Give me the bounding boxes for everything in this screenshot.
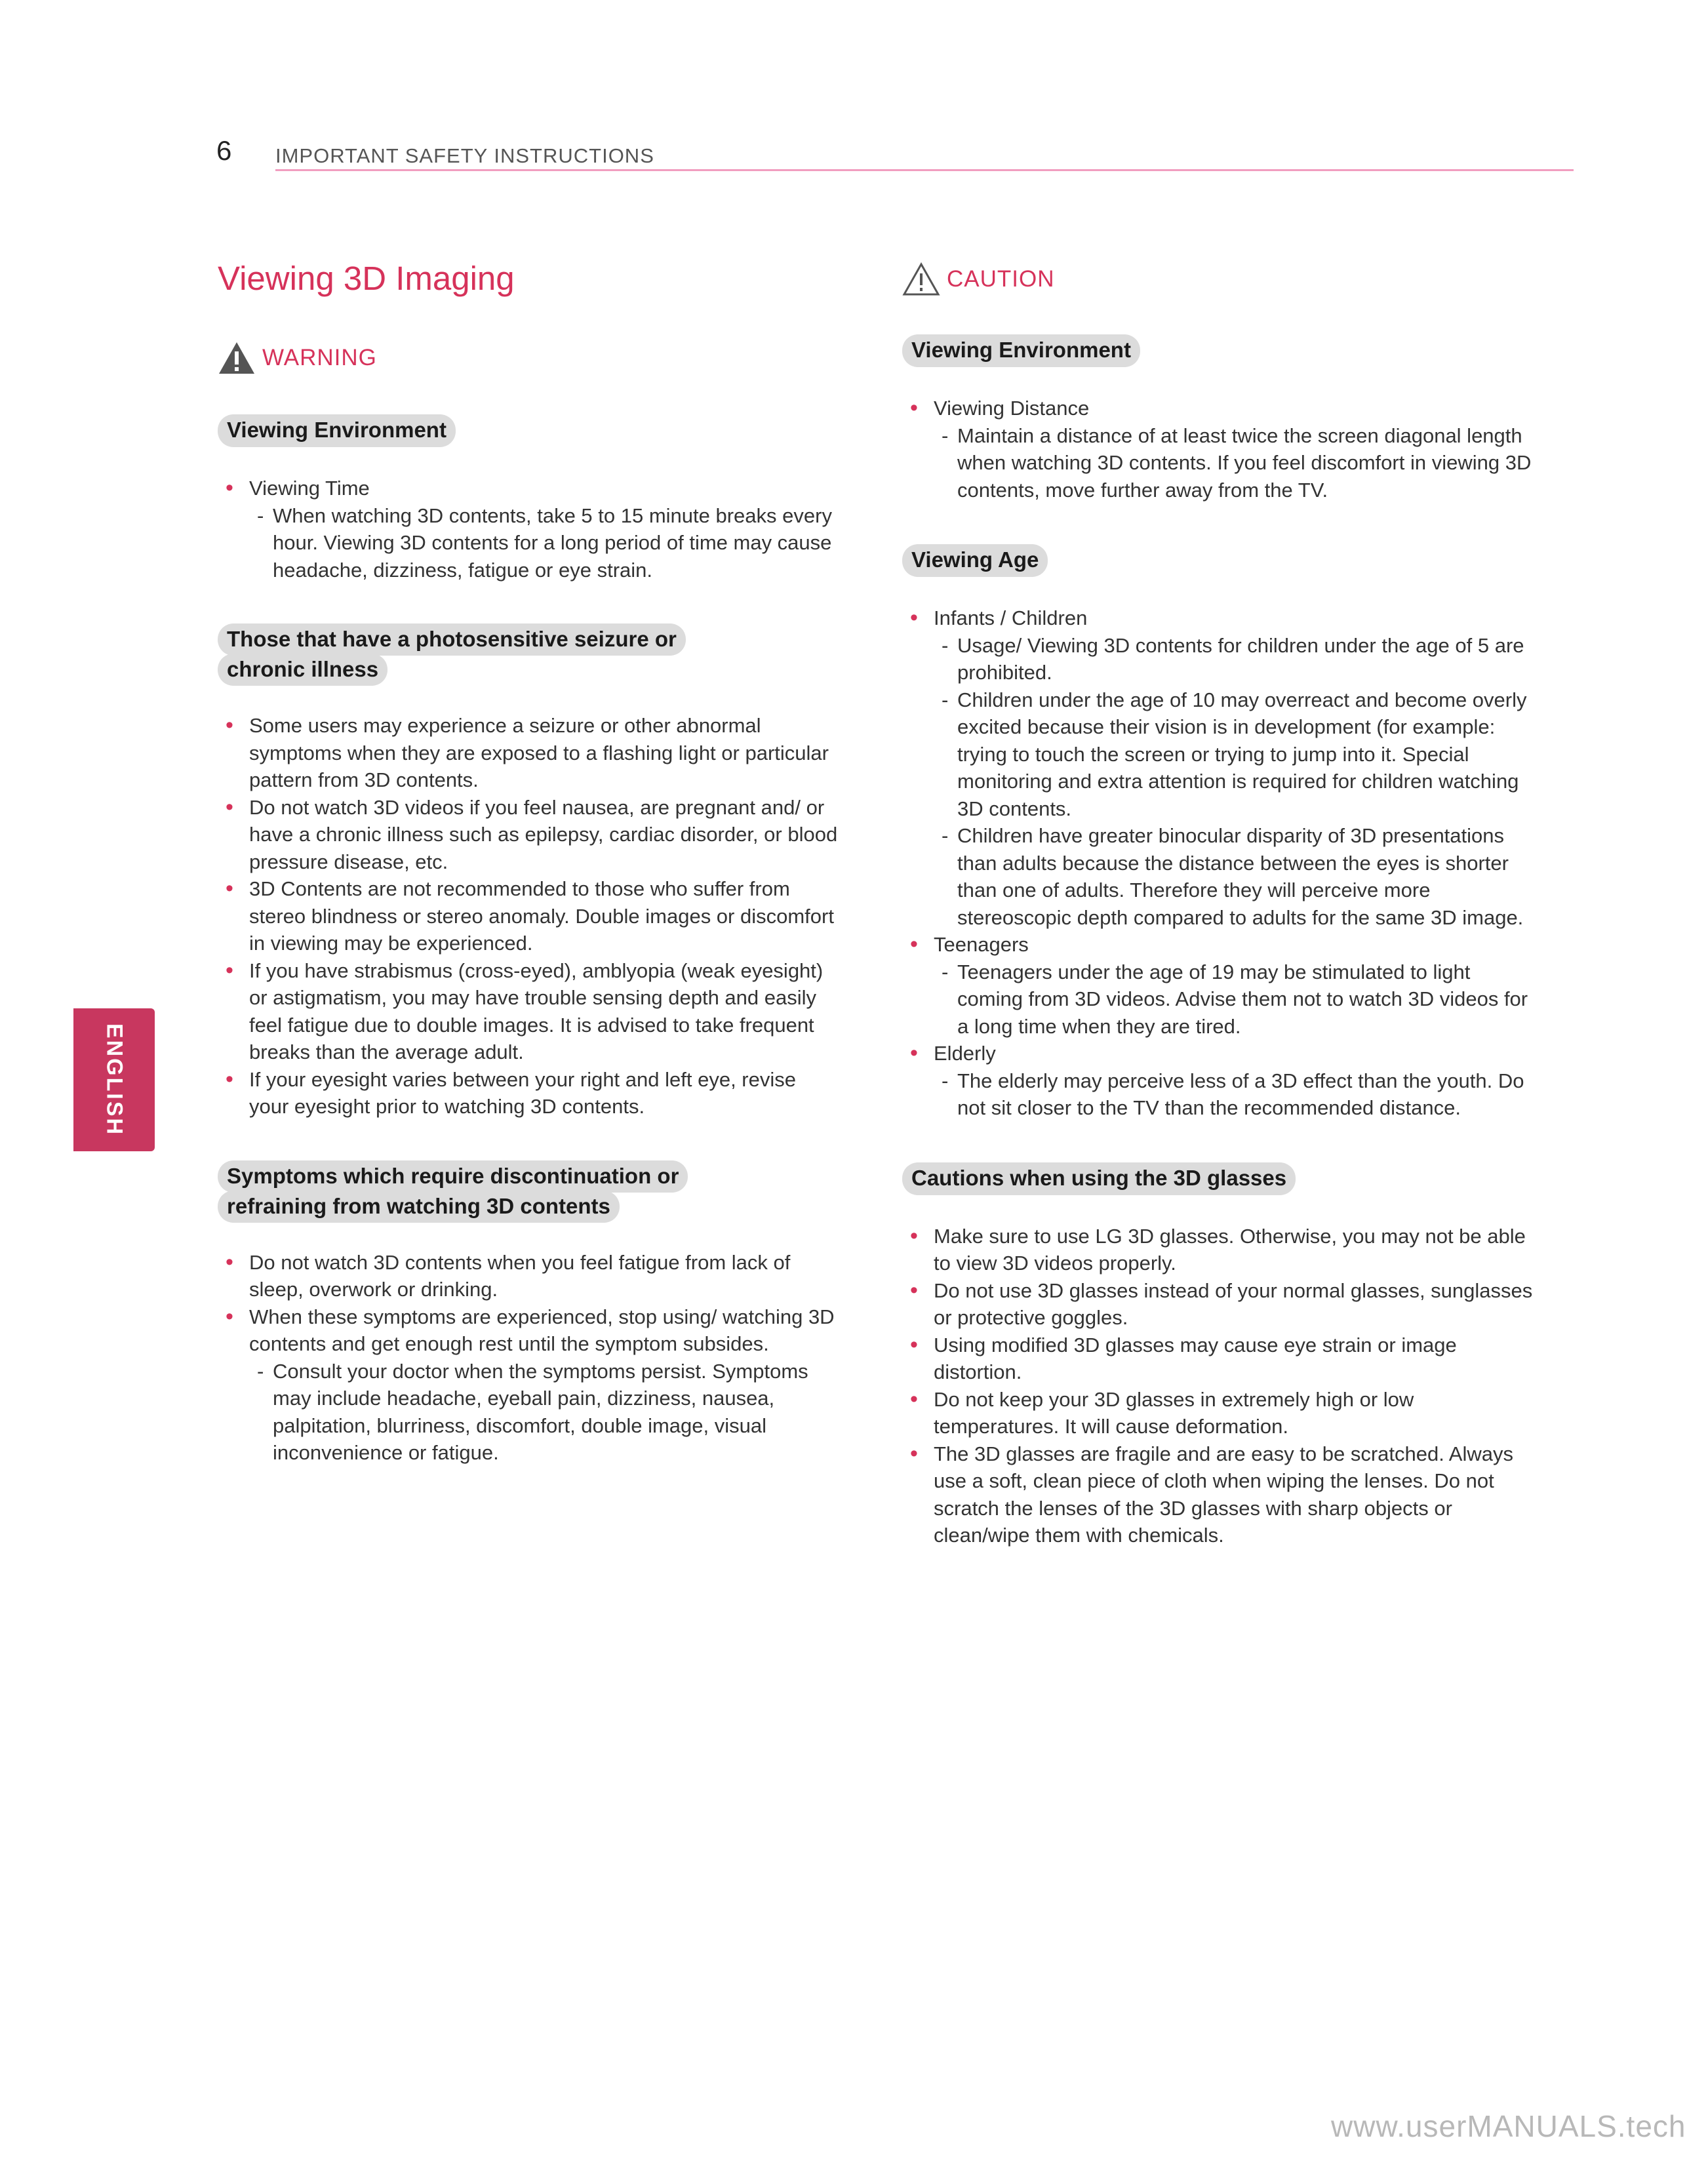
section-heading: Viewing Environment <box>218 414 456 447</box>
left-column <box>218 259 841 1507</box>
list-item: • Do not keep your 3D glasses in extremely high or low temperatures. It will cause deformation. <box>902 1386 1538 1440</box>
section-symptoms <box>218 1161 841 1467</box>
heading-line-2: refraining from watching 3D contents <box>218 1191 620 1223</box>
sub-list <box>934 422 1538 504</box>
section-photosensitive-seizure <box>218 624 841 1120</box>
bullet-text: Viewing Distance <box>934 397 1090 420</box>
caution-icon <box>902 262 940 296</box>
bullet-list <box>218 475 841 584</box>
sub-list <box>934 1067 1538 1122</box>
list-item <box>218 475 841 584</box>
section-viewing-environment <box>218 414 841 584</box>
watermark: www.userMANUALS.tech <box>1331 2109 1686 2143</box>
bullet-list <box>902 604 1538 1122</box>
caution-label: CAUTION <box>947 266 1055 292</box>
section-3d-glasses <box>902 1162 1538 1549</box>
section-viewing-environment <box>902 334 1538 504</box>
right-column <box>902 262 1538 1590</box>
heading-line-1: Those that have a photosensitive seizure or <box>218 623 686 656</box>
bullet-list <box>218 1249 841 1467</box>
sub-item: - Consult your doctor when the symptoms persist. Symptoms may include headache, eyeball pain, dizziness, nausea, palpitation, blurriness, discomfort, double image, visual inconvenience or fatigue. <box>249 1358 841 1467</box>
list-item: • 3D Contents are not recommended to those who suffer from stereo blindness or stereo anomaly. Double images or discomfort in viewing may be experienced. <box>218 875 841 957</box>
section-heading: Viewing Environment <box>902 334 1140 367</box>
list-item <box>902 1040 1538 1122</box>
sub-list <box>934 632 1538 932</box>
warning-label: WARNING <box>262 345 377 370</box>
bullet-list <box>218 712 841 1120</box>
header-rule <box>275 169 1574 171</box>
list-item: • Do not use 3D glasses instead of your normal glasses, sunglasses or protective goggles. <box>902 1277 1538 1332</box>
bullet-list <box>902 395 1538 504</box>
list-item <box>902 604 1538 931</box>
list-item: • The 3D glasses are fragile and are easy to be scratched. Always use a soft, clean piece of cloth when wiping the lenses. Do not scratch the lenses of the 3D glasses with sharp objects or clean/wipe them with chemicals. <box>902 1440 1538 1549</box>
heading-line-2: chronic illness <box>218 654 387 686</box>
list-item: • Using modified 3D glasses may cause eye strain or image distortion. <box>902 1332 1538 1386</box>
bullet-text: Viewing Time <box>249 477 370 500</box>
section-heading <box>218 1161 841 1221</box>
section-title: IMPORTANT SAFETY INSTRUCTIONS <box>275 144 654 167</box>
bullet-text: When these symptoms are experienced, stop using/ watching 3D contents and get enough rest until the symptom subsides. <box>249 1305 835 1355</box>
page-header <box>216 135 1528 172</box>
sub-item: - Maintain a distance of at least twice the screen diagonal length when watching 3D contents. If you feel discomfort in viewing 3D contents, move further away from the TV. <box>934 422 1538 504</box>
list-item: • Do not watch 3D videos if you feel nausea, are pregnant and/ or have a chronic illness such as epilepsy, cardiac disorder, or blood pressure disease, etc. <box>218 794 841 876</box>
list-item: • Do not watch 3D contents when you feel fatigue from lack of sleep, overwork or drinking. <box>218 1249 841 1303</box>
sub-item: - Usage/ Viewing 3D contents for children under the age of 5 are prohibited. <box>934 632 1538 686</box>
list-item: • Make sure to use LG 3D glasses. Otherwise, you may not be able to view 3D videos properly. <box>902 1223 1538 1277</box>
sub-list <box>249 1358 841 1467</box>
bullet-text: Teenagers <box>934 933 1029 956</box>
heading-line-1: Symptoms which require discontinuation or <box>218 1160 688 1193</box>
sub-item: - Children have greater binocular disparity of 3D presentations than adults because the distance between the eyes is shorter than one of adults. Therefore they will perceive more stereoscopic depth compared to adults for the same 3D image. <box>934 822 1538 931</box>
language-label: ENGLISH <box>102 1023 127 1137</box>
bullet-list <box>902 1223 1538 1549</box>
caution-alert <box>902 262 1538 296</box>
warning-icon <box>218 341 256 375</box>
section-viewing-age <box>902 544 1538 1122</box>
page-title: Viewing 3D Imaging <box>218 260 515 297</box>
list-item <box>902 395 1538 504</box>
sub-item: - When watching 3D contents, take 5 to 15 minute breaks every hour. Viewing 3D contents for a long period of time may cause headache, dizziness, fatigue or eye strain. <box>249 502 841 584</box>
sub-item: - Teenagers under the age of 19 may be stimulated to light coming from 3D videos. Advise them not to watch 3D videos for a long time when they are tired. <box>934 959 1538 1040</box>
sub-list <box>249 502 841 584</box>
warning-alert <box>218 341 841 375</box>
page-number: 6 <box>216 135 232 166</box>
section-heading: Cautions when using the 3D glasses <box>902 1162 1296 1195</box>
list-item <box>218 1303 841 1467</box>
section-heading: Viewing Age <box>902 544 1048 577</box>
list-item <box>902 931 1538 1040</box>
list-item: • Some users may experience a seizure or other abnormal symptoms when they are exposed to a flashing light or particular pattern from 3D contents. <box>218 712 841 794</box>
bullet-text: Infants / Children <box>934 606 1088 629</box>
section-heading <box>218 624 841 684</box>
sub-list <box>934 959 1538 1040</box>
bullet-text: Elderly <box>934 1042 996 1065</box>
list-item: • If your eyesight varies between your right and left eye, revise your eyesight prior to watching 3D contents. <box>218 1066 841 1120</box>
list-item: • If you have strabismus (cross-eyed), amblyopia (weak eyesight) or astigmatism, you may have trouble sensing depth and easily feel fatigue due to double images. It is advised to take frequent breaks than the average adult. <box>218 957 841 1066</box>
sub-item: - Children under the age of 10 may overreact and become overly excited because their vision is in development (for example: trying to touch the screen or trying to jump into it. Special monitoring and extra attention is required for children watching 3D contents. <box>934 686 1538 823</box>
language-tab <box>73 1008 155 1151</box>
sub-item: - The elderly may perceive less of a 3D effect than the youth. Do not sit closer to the TV than the recommended distance. <box>934 1067 1538 1122</box>
